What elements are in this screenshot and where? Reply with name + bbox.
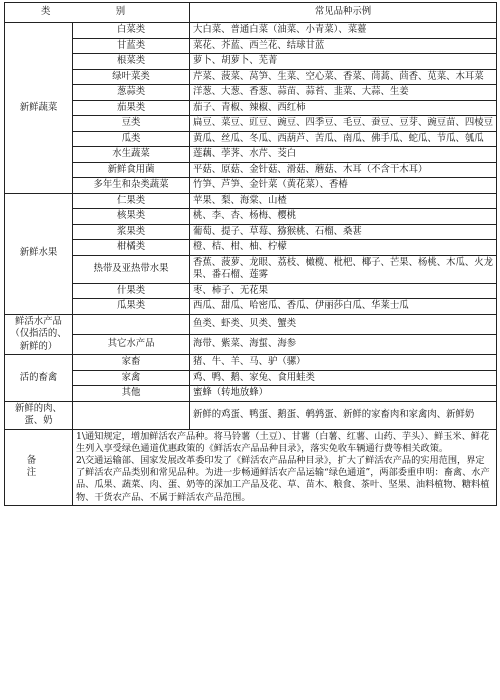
examples-cell: 西瓜、甜瓜、哈密瓜、香瓜、伊丽莎白瓜、华莱士瓜 — [190, 299, 497, 315]
note-item-1: 1\通知规定，增加鲜活农产品种。将马铃薯（土豆）、甘薯（白薯、红薯、山药、芋头）、鲜玉米、鲜花生列入享受绿色通道优惠政策的《鲜活农产品品种目录》，落实免收车辆通行费等相关政策。 — [76, 430, 490, 454]
table-row — [5, 283, 497, 299]
examples-cell: 鱼类、虾类、贝类、蟹类 — [190, 314, 497, 334]
subcategory-cell: 浆果类 — [73, 224, 190, 240]
examples-cell: 枣、柿子、无花果 — [190, 283, 497, 299]
examples-cell: 鸡、鸭、鹅、家兔、食用蛙类 — [190, 370, 497, 386]
table-row — [5, 100, 497, 116]
subcategory-cell: 其他 — [73, 386, 190, 402]
examples-cell: 萝卜、胡萝卜、芜菁 — [190, 54, 497, 70]
subcategory-cell: 家禽 — [73, 370, 190, 386]
table-row — [5, 299, 497, 315]
examples-cell: 扁豆、菜豆、豇豆、豌豆、四季豆、毛豆、蚕豆、豆芽、豌豆苗、四棱豆 — [190, 116, 497, 132]
examples-cell: 平菇、原菇、金针菇、滑菇、蘑菇、木耳（不含干木耳） — [190, 162, 497, 178]
table-row — [5, 162, 497, 178]
table-row — [5, 147, 497, 163]
subcategory-cell: 白菜类 — [73, 23, 190, 39]
examples-cell: 橙、桔、柑、柚、柠檬 — [190, 240, 497, 256]
header-category: 类 别 — [5, 3, 190, 23]
subcategory-cell: 豆类 — [73, 116, 190, 132]
category-cell: 活的畜禽 — [5, 355, 73, 402]
examples-cell: 苹果、梨、海棠、山楂 — [190, 193, 497, 209]
table-row — [5, 401, 497, 429]
category-cell: 鲜活水产品（仅指活的、新鲜的） — [5, 314, 73, 355]
header-examples: 常见品种示例 — [190, 3, 497, 23]
table-header-row — [5, 3, 497, 23]
category-cell: 新鲜蔬菜 — [5, 23, 73, 194]
table-row — [5, 38, 497, 54]
table-row — [5, 314, 497, 334]
subcategory-cell: 柑橘类 — [73, 240, 190, 256]
examples-cell: 猪、牛、羊、马、驴（骡） — [190, 355, 497, 371]
subcategory-cell: 葱蒜类 — [73, 85, 190, 101]
examples-cell: 桃、李、杏、杨梅、樱桃 — [190, 209, 497, 225]
note-item-2: 2\交通运输部、国家发展改革委印发了《鲜活农产品品种目录》，扩大了鲜活农产品的实用范围，界定了鲜活农产品类别和常见品种。为进一步畅通鲜活农产品运输“绿色通道”，两部委重申明：畜禽、水产品、瓜果、蔬菜、肉、蛋、奶等的深加工产品及花、草、苗木、粮食、茶叶、坚果、油料植物、糖料植物、干货农产品、不属于鲜活农产品范围。 — [76, 454, 490, 503]
table-row — [5, 23, 497, 39]
document — [4, 2, 496, 506]
subcategory-cell — [73, 401, 190, 429]
examples-cell: 新鲜的鸡蛋、鸭蛋、鹅蛋、鹌鹑蛋、新鲜的家畜肉和家禽肉、新鲜奶 — [190, 401, 497, 429]
table-row — [5, 386, 497, 402]
subcategory-cell: 其它水产品 — [73, 334, 190, 354]
examples-cell: 海带、紫菜、海蜇、海参 — [190, 334, 497, 354]
notes-label: 备 注 — [5, 429, 73, 505]
examples-cell: 葡萄、提子、草莓、猕猴桃、石榴、桑葚 — [190, 224, 497, 240]
table-row — [5, 193, 497, 209]
category-cell: 新鲜的肉、蛋、奶 — [5, 401, 73, 429]
examples-cell: 黄瓜、丝瓜、冬瓜、西葫芦、苦瓜、南瓜、佛手瓜、蛇瓜、节瓜、瓠瓜 — [190, 131, 497, 147]
table-row — [5, 178, 497, 194]
table-row — [5, 334, 497, 354]
examples-cell: 洋葱、大葱、香葱、蒜苗、蒜苔、韭菜、大蒜、生姜 — [190, 85, 497, 101]
subcategory-cell: 多年生和杂类蔬菜 — [73, 178, 190, 194]
table-row — [5, 116, 497, 132]
subcategory-cell — [73, 314, 190, 334]
subcategory-cell: 热带及亚热带水果 — [73, 255, 190, 283]
table-row — [5, 85, 497, 101]
table-row — [5, 131, 497, 147]
table-row — [5, 209, 497, 225]
subcategory-cell: 仁果类 — [73, 193, 190, 209]
table-row — [5, 224, 497, 240]
table-row — [5, 255, 497, 283]
subcategory-cell: 新鲜食用菌 — [73, 162, 190, 178]
notes-row — [5, 429, 497, 505]
subcategory-cell: 根菜类 — [73, 54, 190, 70]
examples-cell: 芹菜、菠菜、莴笋、生菜、空心菜、香菜、茼蒿、茴香、苋菜、木耳菜 — [190, 69, 497, 85]
category-cell: 新鲜水果 — [5, 193, 73, 314]
examples-cell: 大白菜、普通白菜（油菜、小青菜）、菜薹 — [190, 23, 497, 39]
table-row — [5, 240, 497, 256]
subcategory-cell: 什果类 — [73, 283, 190, 299]
examples-cell: 蜜蜂（转地放蜂） — [190, 386, 497, 402]
subcategory-cell: 茄果类 — [73, 100, 190, 116]
examples-cell: 香蕉、菠萝、龙眼、荔枝、橄榄、枇杷、椰子、芒果、杨桃、木瓜、火龙果、番石榴、莲雾 — [190, 255, 497, 283]
subcategory-cell: 绿叶菜类 — [73, 69, 190, 85]
table-row — [5, 355, 497, 371]
examples-cell: 莲藕、荸荠、水芹、茭白 — [190, 147, 497, 163]
subcategory-cell: 家畜 — [73, 355, 190, 371]
subcategory-cell: 瓜类 — [73, 131, 190, 147]
product-category-table — [4, 2, 497, 506]
table-row — [5, 370, 497, 386]
examples-cell: 茄子、青椒、辣椒、西红柿 — [190, 100, 497, 116]
notes-content — [73, 429, 497, 505]
table-row — [5, 54, 497, 70]
subcategory-cell: 水生蔬菜 — [73, 147, 190, 163]
examples-cell: 菜花、芥蓝、西兰花、结球甘蓝 — [190, 38, 497, 54]
subcategory-cell: 核果类 — [73, 209, 190, 225]
table-row — [5, 69, 497, 85]
examples-cell: 竹笋、芦笋、金针菜（黄花菜）、香椿 — [190, 178, 497, 194]
subcategory-cell: 瓜果类 — [73, 299, 190, 315]
table-body — [5, 23, 497, 430]
subcategory-cell: 甘蓝类 — [73, 38, 190, 54]
